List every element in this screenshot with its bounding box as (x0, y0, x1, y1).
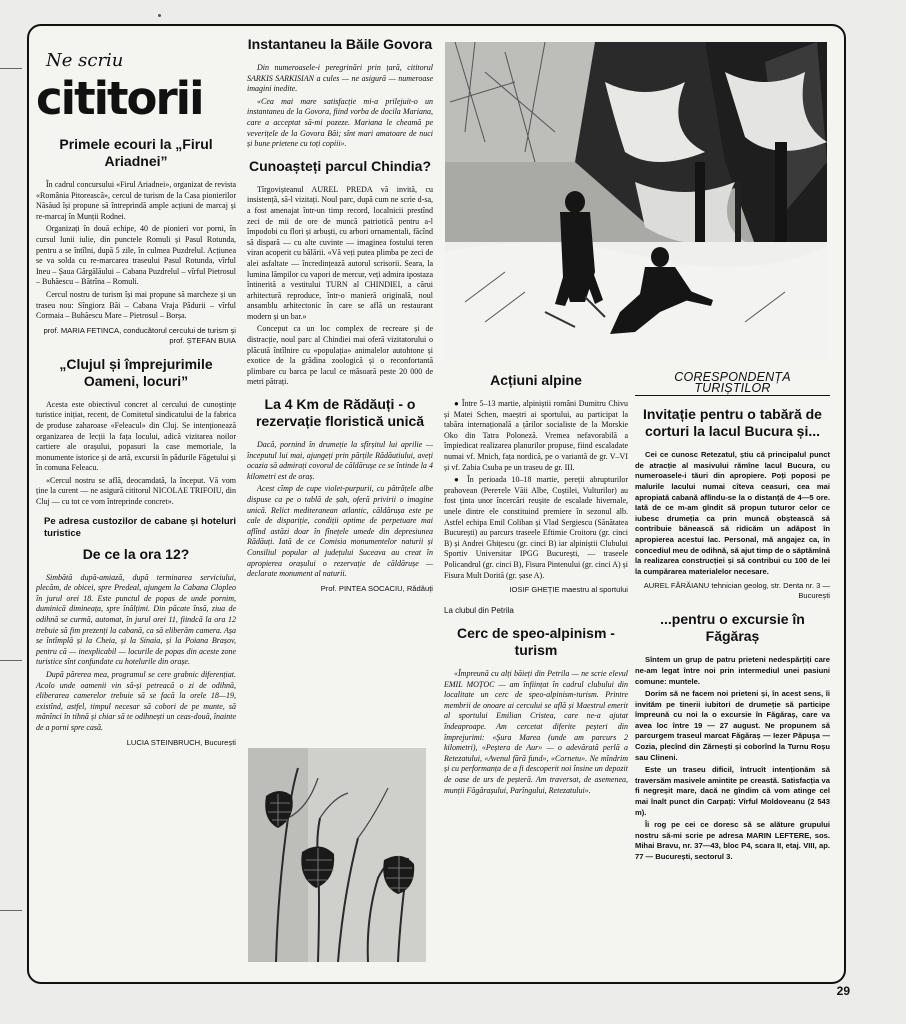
article-title: Invitație pentru o tabără de corturi la lacul Bucura și... (643, 406, 822, 440)
article-paragraph: Tîrgovișteanul AUREL PREDA vă invită, cu insistență, să-l vizitați. Noul parc, după cum ne scrie d-sa, a fost amenajat într-un timp record, localnicii prestînd zeci de mii de ore de muncă patriotică pentru a-l împodobi cu flori și arbuști, cu arbori ornamentali, făcînd să dispară — cu alte cuvinte — imaginea fostului teren viran acoperit cu bălării. «Vă veți putea plimba pe zeci de alei asfaltate — încredințează autorul scrisorii. Seara, la lumina lămpilor cu vapori de mercur, veți admira ipostaza întinerită a vestitului TURN al CHINDIEI, a cărui arhitectură reproduce, într-o manieră originală, noul ansamblu arhitectonic în care se află un restaurant modern și un bar.» (247, 184, 433, 321)
article-title: Instantaneu la Băile Govora (247, 36, 433, 52)
binding-mark (0, 68, 22, 69)
article-signature: prof. MARIA FETINCA, conducătorul cercului de turism și prof. ȘTEFAN BUIA (43, 325, 236, 345)
article-paragraph: «Împreună cu alți băieți din Petrila — ne scrie elevul EMIL MOȚOC — am înființat în cadrul clubului din localitate un cerc de speo-alpinism-turism. Printre membrii de onoare ai cercului se află și Maestrul emerit al sportului Emilian Cristea, care ne-a ajutat îndeaproape. Am cercetat diferite peșteri din împrejurimi: «Șura Marea (unde am parcurs 2 kilometri), «Peștera de Aur» — o adevărată perlă a Retezatului, «Avenul fără fund», «Cornetu». Ne mîndrim și cu performanța de a fi descoperit noi însine un depozit de oase de urs de peșteră. Am traversat, de asemenea, munții Făgărașului, Parîngului, Retezatului». (444, 669, 628, 795)
article-paragraph: Acesta este obiectivul concret al cercului de cunoștințe turistice inițiat, recent, de Comitetul sindicatului de la fabrica de produse zaharoase «Feleacul» din Cluj. Se intenționează organizarea de lecții la fața locului, adică vizitarea noilor cartiere ale orașului, popasuri la case memoriale, la monumente istorice și de artă, excursii în pădurile Făgetului și în comuna Feleacu. (36, 399, 236, 473)
article-paragraph: Dorim să ne facem noi prieteni și, în acest sens, îi invităm pe tinerii iubitori de drumeție să participe împreună cu noi la o excursie în Făgăraș, care va avea loc între 19 — 27 august. Ne propunem să parcurgem traseul marcat Făgăraș — Iezer Păpușa — Cozia, plecînd din Zărnești și coborînd la Turnu Roșu sau Clineni. (635, 689, 830, 762)
section-title: cititorii (36, 72, 203, 125)
article-signature: Prof. PINTEA SOCACIU, Rădăuți (320, 583, 433, 593)
article-title: „Clujul și împrejurimile Oameni, locuri” (59, 355, 213, 389)
article-paragraph: «Cercul nostru se află, deocamdată, la început. Vă vom ține la curent — ne asigură cititorul NICOLAE TRIFOIU, din Cluj — cu tot ce vom întreprinde concret». (36, 475, 236, 507)
article-paragraph: Simbătă după-amiază, după terminarea serviciului, plecăm, de obicei, spre Predeal, ajungem la Cabana Clopleo în jurul orei 18. Este punctul de popas de unde pornim, duminică dimineața, spre înălțimi. Din păcate însă, ziua de odihnă se curmă, automat, în jurul orei 11, fiindcă la ora 12 trebuie să fim prezenți la cabană, ca să eliberăm camera. Așa se întîmplă și la Cheia, și la Sinaia, și la Poiana Brașov, pentru că — inexplicabil — locurile de popas din aceste zone turistice sînt confundate cu hotelurile din orașe. (36, 572, 236, 667)
article-title: La 4 Km de Rădăuți - o rezervație floristică unică (255, 396, 425, 430)
flower-photo (248, 748, 426, 962)
article-paragraph: Acest cîmp de cupe violet-purpurii, cu pătrățele albe dispuse ca pe o tablă de șah, oferă privirii o imagine unică. Relict mediteranean atlantic, căldărușa este pe cale de dispariție, condiții optime de perpetuare mai aflînd astăzi doar în fînețele umede din depresiunea Rădăuți. Iată de ce Comisia monumentelor naturii și Consiliul popular al județului Suceava au creat în apropierea orașului o rezervație de căldărușe — declarate monument al naturii. (247, 484, 433, 579)
snow-forest-photo (445, 42, 827, 362)
article-signature: AUREL FĂRĂIANU tehnician geolog, str. Denta nr. 3 — București (643, 581, 830, 601)
column-two (247, 34, 433, 604)
column-four (635, 372, 830, 865)
article-paragraph: După părerea mea, programul se cere grabnic diferențiat. Acolo unde oamenii vin să-și petreacă o zi de odihnă, eliberarea camerelor trebuie să se facă la orele 18—19, existînd, astfel, timpul necesar să cobori de pe munte, să mănînci în tihnă și chiar să te odihnești un ceas-două, înainte de a porni spre casă. (36, 670, 236, 732)
article-title: Cerc de speo-alpinism - turism (457, 625, 615, 659)
article-paragraph: Conceput ca un loc complex de recreare și de distracție, noul parc al Chindiei mai oferă vizitatorului o plăcută întîlnire cu «populația» animalelor autohtone și exotice de la grădina zoologică și o reconfortantă plimbare cu barca pe lacul ce măsoară peste 20 000 de metri pătrați. (247, 324, 433, 387)
article-signature: IOSIF GHEȚIE maestru al sportului (509, 585, 628, 595)
article-kicker: Pe adresa custozilor de cabane și hoteluri turistice (44, 515, 236, 539)
article-paragraph: Dacă, pornind în drumeție la sfîrșitul lui aprilie — începutul lui mai, ajungeți prin părțile Rădăutiului, aveți ocazia să admirați covorul de căldărușe ce se întinde la 4 kilometri est de oraș. (247, 440, 433, 481)
binding-mark (0, 910, 22, 911)
article-kicker: La clubul din Petrila (444, 606, 514, 616)
section-banner: CORESPONDENȚA TURIȘTILOR (635, 372, 830, 396)
article-paragraph: În cadrul concursului «Firul Ariadnei», organizat de revista «România Pitorească», cercul de turism de la Casa pionierilor Năsăud își propune să întreprindă ample acțiuni de marcaj și re-marcaj în Munții Rodnei. (36, 180, 236, 221)
article-paragraph: Sîntem un grup de patru prieteni nedespărțiți care ne-am legat între noi prin intermediul unei pasiuni comune: muntele. (635, 655, 830, 686)
article-paragraph: Organizați în două echipe, 40 de pionieri vor porni, în cursul lunii iulie, din punctele Romuli și Pasul Rotunda, pentru a se întîlni, după 5 zile, în culmea Puzdrelul. Acțiunea se va solda cu re-marcarea traseului Pasul Rotunda, vîrful Ineu – Șaua Gărgălăului – Cabana Puzdrelul – vîrful Pietrosul – Buhăescu – Bătrîna – Romuli. (36, 224, 236, 287)
print-dot (158, 14, 161, 17)
article-paragraph: Cercul nostru de turism își mai propune să marcheze și un traseu nou: Sîngiorz Băi – Cabana Vraja Pădurii – vîrful Cormaia – Buhăescu Mare – Pietrosul – Borșa. (36, 289, 236, 321)
article-paragraph: «Cea mai mare satisfacție mi-a prilejuit-o un instantaneu de la Govora, fiind vorba de docila Mariana, care a acceptat să-mi pozeze. Mariana le cheamă pe veverițele de la Govora Băi; sînt mari amatoare de nuci și bune prietene cu toți copiii». (247, 96, 433, 149)
article-title: Primele ecouri la „Firul Ariadnei” (59, 136, 213, 169)
snow-forest-illustration (445, 42, 827, 362)
article-paragraph: Îi rog pe cei ce doresc să se alăture grupului nostru să-mi scrie pe adresa MARIN LEFTERE, sos. Mihai Bravu, nr. 37—43, bloc P4, scara II, etaj. VIII, ap. 77 — București, sectorul 3. (635, 820, 830, 861)
page-number: 29 (836, 984, 850, 998)
article-paragraph: ● Între 5–13 martie, alpiniștii români Dumitru Chivu și Matei Schen, maeștri ai sportului, au participat la tabăra internațională a țărilor socialiste de la Morskie Oko din Tatra Poloneză. Vremea nefavorabilă a împiedicat realizarea planurilor propuse, fiind escaladate numai vf. Mnich, fața nordică, pe o variantă de gr. V–VI și vf. Zabia Csuba pe un traseu de gr. III. (444, 399, 628, 472)
article-title: De ce la ora 12? (82, 545, 190, 562)
section-kicker: Ne scriu (46, 50, 124, 71)
column-readers-letters (36, 50, 236, 758)
binding-mark (0, 660, 22, 661)
article-paragraph: Din numeroasele-i peregrinări prin țară, cititorul SARKIS SARKISIAN a cules — ne asigură — numeroase imagini inedite. (247, 63, 433, 94)
article-title: ...pentru o excursie în Făgăraș (660, 611, 805, 645)
fritillaria-illustration (248, 748, 426, 962)
article-title: Acțiuni alpine (490, 372, 582, 388)
column-three (444, 372, 628, 798)
article-paragraph: Este un traseu dificil, întrucît intenționăm să traversăm masivele amintite pe creastă. Satisfacția va fi negreșit mare, dacă ne gîndim că vom atinge cel mai înalt punct din Carpați: Vîrful Moldoveanu (2 543 m). (635, 765, 830, 817)
article-signature: LUCIA STEINBRUCH, București (126, 737, 236, 747)
article-title: Cunoașteți parcul Chindia? (248, 157, 431, 174)
article-paragraph: Cei ce cunosc Retezatul, știu că principalul punct de atracție al masivului rămîne lacul Bucura, cu numeroasele-i tăuri din apropiere. Poți poposi pe malurile lacului numai cîteva ceasuri, cea mai apropiată cabană aflîndu-se la o distanță de 4—5 ore. Iată de ce m-am gîndit să propun tuturor celor ce iubesc drumeția ca prin muncă obștească să contribuie bănească să ridicăm un adăpost în apropierea acestui lac. Personal, mă angajez ca, în concediul meu de odihnă, să ajut timp de o săptămînă la realizarea construcției și să contribui cu 100 de lei la cumpărarea materialelor necesare. (635, 450, 830, 576)
article-paragraph: ● În perioada 10–18 martie, pereții abrupturilor prahovean (Pereтele Văii Albe, Coștilei, Vulturilor) au fost ținta unor încercări reușite de escalade hivernale, unele dintre ele constituind premiere în sezonul alb. Astfel echipa Emil Coliban și Vlad Sergiescu (Sănătatea București) au parcurs traseele Eftimie Croitoru (gr. cinci B) și Andrei Ghițescu (gr. cinci B) iar alpiniștii Clubului Sportiv Universitar IPGG București, — traseele Policandrul (gr. cinci B), Fisura Pintenului (gr. cinci A) și Fisura Mult Dorită (gr. șase A). (444, 475, 628, 580)
